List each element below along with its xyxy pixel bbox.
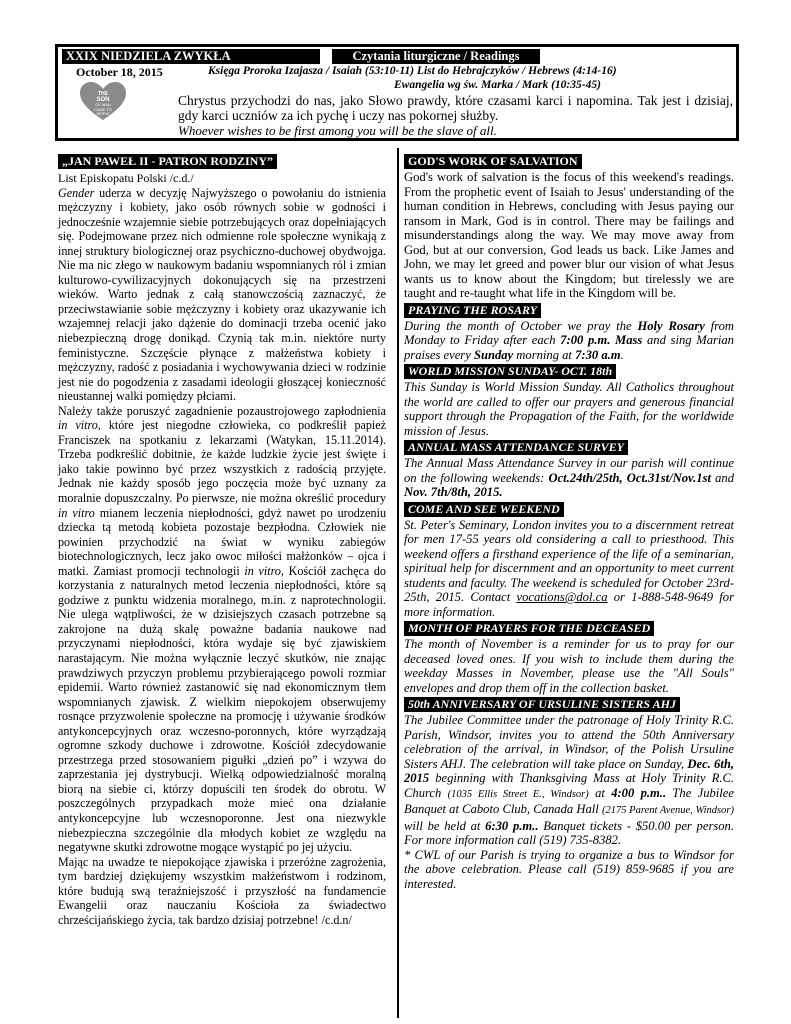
- header-box: [55, 44, 739, 141]
- section-text-attendance-survey: The Annual Mass Attendance Survey in our parish will continue on the following weekends: Oct.24th/25th, Oct.31st/Nov.1st and Nov. 7th/8th, 2015.: [404, 456, 734, 499]
- son-of-man-heart-logo: [78, 80, 128, 122]
- section-title-prayers-deceased: MONTH OF PRAYERS FOR THE DECEASED: [404, 621, 654, 636]
- section-title-mission-sunday: WORLD MISSION SUNDAY- OCT. 18th: [404, 364, 616, 379]
- section-text-come-and-see: St. Peter's Seminary, London invites you to a discernment retreat for men 17-55 years old considering a call to priesthood. This weekend offers a firsthand experience of the life of a seminarian, spiritual help for discernment and an opportunity to meet current students and faculty. The weekend is scheduled for October 23rd-25th, 2015. Contact vocations@dol.ca or 1-888-548-9649 for more information.: [404, 517, 734, 619]
- section-text-salvation: God's work of salvation is the focus of this weekend's readings. From the prophetic event of Isaiah to Jesus' understanding of the human condition in Hebrews, concluding with Jesus paying our ransom in Mark, God is in control. There may be failings and misunderstandings along the way. We may move away from God, but at our conversion, God leads us back. Like James and John, we may let greed and power blur our vision of what Jesus wants us to know about the Kingdom; but tirelessly we are taught and re-taught what life in the Kingdom will be.: [404, 170, 734, 300]
- vocations-email-link[interactable]: vocations@dol.ca: [516, 590, 608, 604]
- article-source: List Episkopatu Polski /c.d./: [58, 171, 194, 185]
- section-text-rosary: During the month of October we pray the Holy Rosary from Monday to Friday after each 7:00 p.m. Mass and sing Marian praises every Sunday morning at 7:30 a.m.: [404, 318, 734, 362]
- readings-title: Czytania liturgiczne / Readings: [332, 49, 540, 64]
- right-column: [404, 152, 734, 891]
- svg-text:SON: SON: [96, 97, 110, 103]
- section-title-come-and-see: COME AND SEE WEEKEND: [404, 502, 564, 517]
- section-text-mission-sunday: This Sunday is World Mission Sunday. All Catholics throughout the world are called to offer our prayers and generous financial support through the Propagation of the Faith, for the worldwide mission of Jesus.: [404, 380, 734, 438]
- section-text-prayers-deceased: The month of November is a reminder for us to pray for our deceased loved ones. If you wish to include them during the weekday Masses in November, please use the "All Souls" envelopes and drop them off in the collection basket.: [404, 637, 734, 695]
- section-title-attendance-survey: ANNUAL MASS ATTENDANCE SURVEY: [404, 440, 628, 455]
- section-title-rosary: PRAYING THE ROSARY: [404, 303, 541, 318]
- section-title-salvation: GOD'S WORK OF SALVATION: [404, 154, 582, 169]
- section-title-ursuline-anniversary: 50th ANNIVERSARY OF URSULINE SISTERS AHJ: [404, 697, 680, 712]
- column-divider: [397, 148, 399, 1018]
- left-column: [58, 152, 386, 927]
- header-title-row: [62, 49, 732, 65]
- article-paragraph-3: Mając na uwadze te niepokojące zjawiska i przeróżne zagrożenia, tym bardziej dziękujemy wszystkim małżeństwom i rodzinom, które budują swą teraźniejszość i przyszłość na fundamencie Ewangelii oraz nauczaniu Kościoła za świadectwo chrześcijańskiego życia, tak bardzo dzisiaj potrzebne! /c.d.n/: [58, 854, 386, 927]
- gospel-quote-polish: Chrystus przychodzi do nas, jako Słowo prawdy, które czasami karci i napomina. Tak jest i dzisiaj, gdy karci uczniów za ich pychę i uczy nas pokornej służby.: [178, 93, 733, 123]
- cwl-bus-note: * CWL of our Parish is trying to organize a bus to Windsor for the above celebration. Please call (519) 859-9685 if you are interested.: [404, 847, 734, 891]
- svg-text:SERVE: SERVE: [96, 111, 110, 116]
- article-paragraph-2: Należy także poruszyć zagadnienie pozaustrojowego zapłodnienia in vitro, które jest niegodne człowieka, co podkreślił papież Franciszek na spotkaniu z lekarzami (Watykan, 15.11.2014). Trzeba podkreślić dobitnie, że każde ludzkie życie jest święte i jako takie powinno być przez wszystkich z radością przyjęte. Jednak nie każdy sposób jego poczęcia może być uznany za moralnie dopuszczalny. Po pierwsze, nie można określić procedury in vitro mianem leczenia niepłodności, gdyż nawet po urodzeniu dziecka tą metodą kobieta pozostaje bezpłodna. Człowiek nie powinien przychodzić na świat w wyniku zabiegów biotechnologicznych, lecz jako owoc miłości małżonków – ojca i matki. Zamiast promocji technologii in vitro, Kościół zachęca do korzystania z naturalnych metod leczenia niepłodności, które są godziwe z punktu widzenia moralnego, m.in. z naprotechnologii. Nie ulega wątpliwości, że w dzisiejszych czasach potrzebne są zakrojone na dużą skalę poważne badania naukowe nad przyczynami niepłodności, która wydaje się być zjawiskiem narastającym. Nie można wyłącznie leczyć skutków, nie znając prawdziwych przyczyn problemu przybierającego powoli rozmiar epidemii. Warto również zastanowić się nad ekonomicznym tłem wspomnianych zjawisk. Z wielkim niepokojem obserwujemy rosnące przyzwolenie społeczne na promocję i używanie środków antykoncepcyjnych oraz wczesno-poronnych, które wyrządzają ogromne szkody duchowe i zdrowotne. Kościół zdecydowanie przestrzega przed stosowaniem pigułki „dzień po” i wzywa do zaprzestania jej dystrybucji. Wielką odpowiedzialność moralną biorą na siebie ci, którzy dopuścili ten środek do obrotu. W poszczególnych przypadkach może mieć ona działanie antykoncepcyjne lub wczesnoporonne. Jest ona niezwykle niebezpieczna szczególnie dla młodych kobiet ze względu na negatywne skutki zdrowotne mogące wystąpić po jej użyciu.: [58, 403, 386, 855]
- sunday-title: XXIX NIEDZIELA ZWYKŁA: [62, 49, 320, 64]
- gender-word: Gender: [58, 185, 95, 200]
- section-text-ursuline-anniversary: The Jubilee Committee under the patronage of Holy Trinity R.C. Parish, Windsor, invites you to attend the 50th Anniversary celebration of the arrival, in Windsor, of the Polish Ursuline Sisters AHJ. The celebration will take place on Sunday, Dec. 6th, 2015 beginning with Thanksgiving Mass at Holy Trinity R.C. Church (1035 Ellis Street E., Windsor) at 4:00 p.m.. The Jubilee Banquet at Caboto Club, Canada Hall (2175 Parent Avenue, Windsor) will be held at 6:30 p.m.. Banquet tickets - $50.00 per person. For more information call (519) 735-8382.: [404, 713, 734, 847]
- readings-line-2: Ewangelia wg św. Marka / Mark (10:35-45): [394, 79, 601, 91]
- left-article-title: „JAN PAWEŁ II - PATRON RODZINY”: [58, 154, 277, 169]
- readings-line-1: Księga Proroka Izajasza / Isaiah (53:10-11) List do Hebrajczyków / Hebrews (4:14-16): [208, 65, 617, 77]
- svg-text:THE: THE: [98, 91, 108, 97]
- bulletin-date: October 18, 2015: [76, 65, 163, 79]
- svg-text:CAME TO: CAME TO: [93, 107, 113, 112]
- svg-text:OF MAN: OF MAN: [95, 102, 111, 107]
- article-paragraph-1: Gender uderza w decyzję Najwyższego o powołaniu do istnienia mężczyzny i kobiety, jako osób równych sobie w godności i jednocześnie wzajemnie siebie potrzebujących oraz dopełniających się. Podejmowane przez nich odmienne role społeczne wynikają z innej struktury biologicznej oraz psychiczno-duchowej obydwojga. Nie ma nic złego w naukowym badaniu wspomnianych ról i zmian kulturowo-cywilizacyjnych dokonujących się na przestrzeni wieków. Warto jednak z całą stanowczością zaznaczyć, że przeciwstawianie sobie mężczyzny i kobiety oraz ukazywanie ich wzajemnej relacji jako dążenie do dominacji trzeba ocenić jako niebezpieczną drogę donikąd. Czynią tak m.in. niektóre nurty feministyczne. Szczęście płynące z małżeństwa kobiety i mężczyzny, radość z posiadania i wychowywania dzieci w rodzinie jest nie do pogodzenia z zasadami ideologii głoszącej konieczność nieustannej walki pomiędzy płciami.: [58, 185, 386, 404]
- gospel-quote-english: Whoever wishes to be first among you will be the slave of all.: [178, 123, 497, 138]
